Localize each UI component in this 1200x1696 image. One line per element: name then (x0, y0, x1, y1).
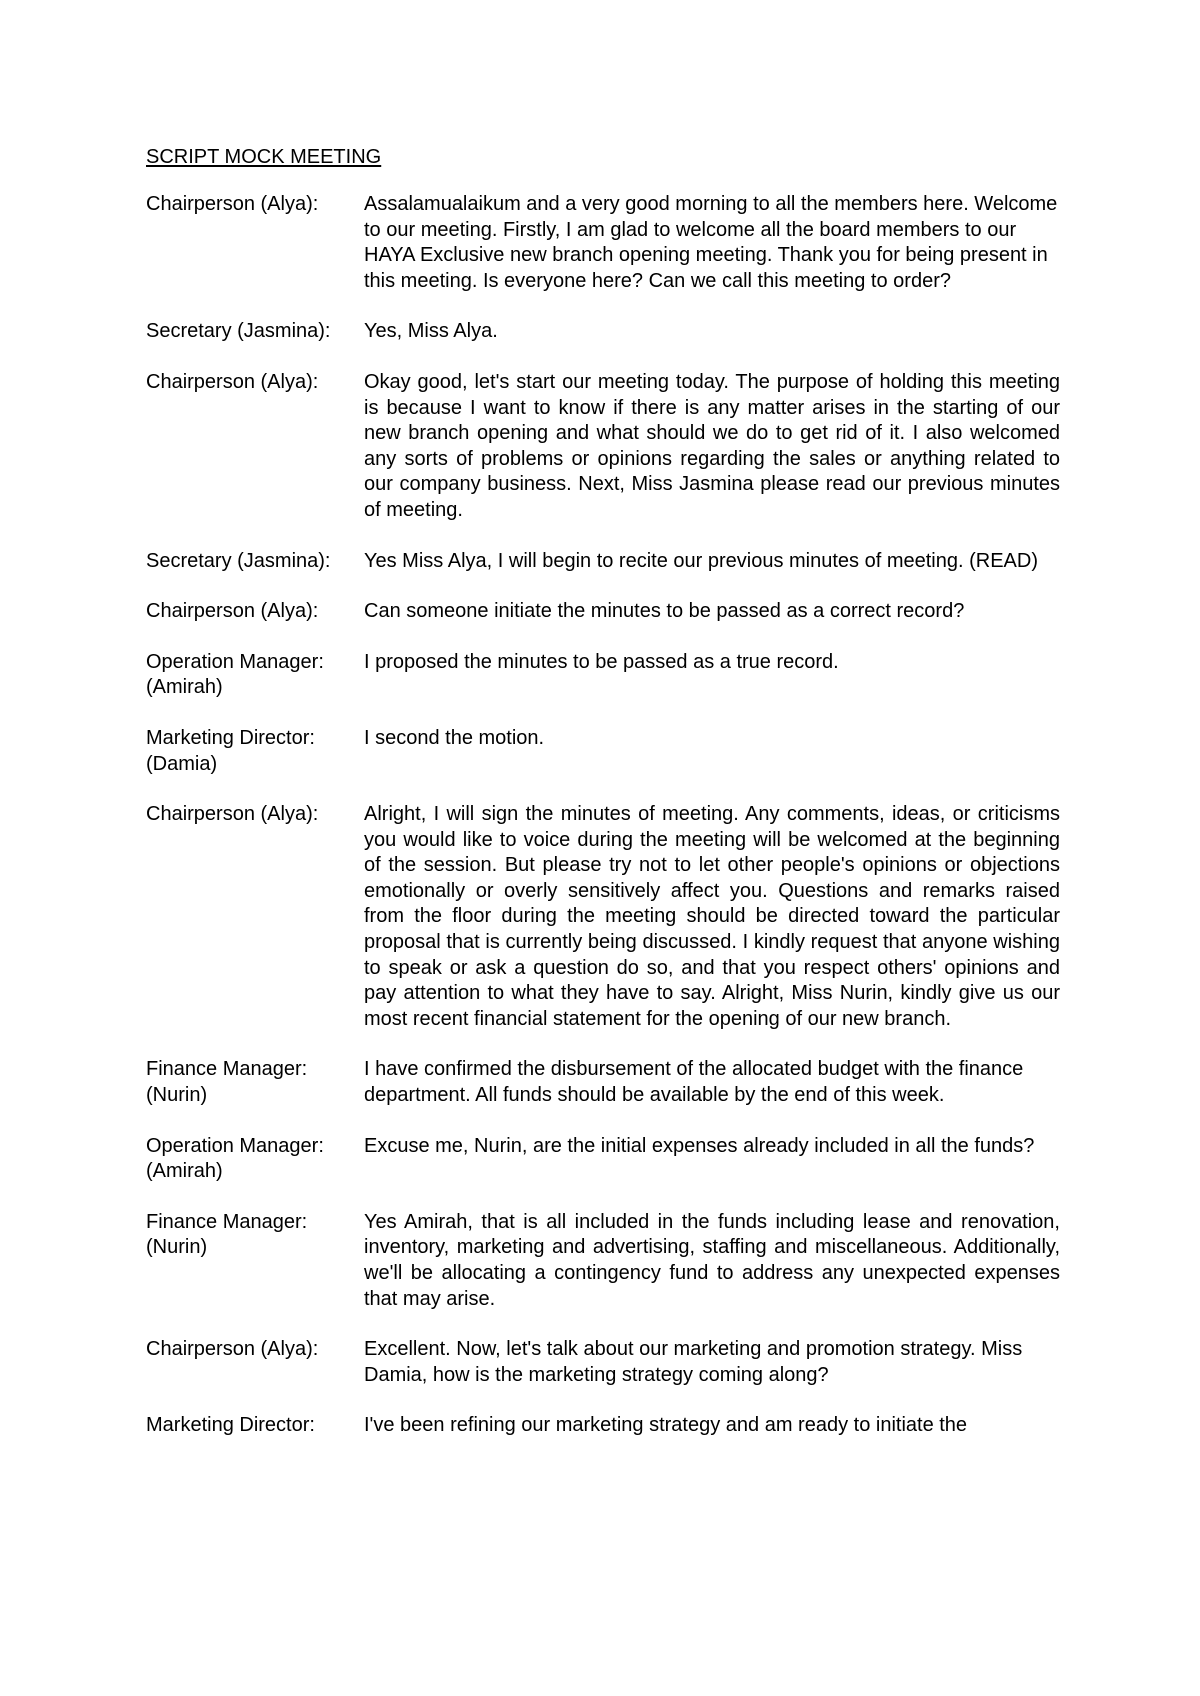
speech-text: I proposed the minutes to be passed as a true record. (364, 650, 839, 673)
speech-text: Can someone initiate the minutes to be passed as a correct record? (364, 600, 965, 623)
speech-text: I second the motion. (364, 726, 545, 749)
dialogue-entry-13 (146, 1413, 1060, 1439)
speech-text: Okay good, let's start our meeting today. The purpose of holding this meeting is because I want to know if there is any matter arises in the starting of our new branch opening and what should we do to get rid of it. I also welcomed any sorts of problems or opinions regarding the sales or anything related to our company business. Next, Miss Jasmina please read our previous minutes of meeting. (364, 370, 1060, 521)
dialogue-entry-5 (146, 599, 1060, 625)
speaker-label: Operation Manager: (Amirah) (146, 650, 324, 699)
dialogue-entry-10 (146, 1134, 1060, 1185)
dialogue-entry-11 (146, 1210, 1060, 1312)
dialogue-entry-2 (146, 319, 1060, 345)
speech-text: I've been refining our marketing strategy and am ready to initiate the (364, 1414, 968, 1437)
dialogue-entry-7 (146, 726, 1060, 777)
speaker-label: Marketing Director: (146, 1414, 315, 1437)
speech-text: Alright, I will sign the minutes of meeting. Any comments, ideas, or criticisms you would like to voice during the meeting will be welcomed at the beginning of the session. But please try not to let other people's opinions or objections emotionally or overly sensitively affect you. Questions and remarks raised from the floor during the meeting should be directed toward the particular proposal that is currently being discussed. I kindly request that anyone wishing to speak or ask a question do so, and that you respect others' opinions and pay attention to what they have to say. Alright, Miss Nurin, kindly give us our most recent financial statement for the opening of our new branch. (364, 803, 1060, 1030)
speaker-label: Secretary (Jasmina): (146, 549, 331, 572)
dialogue-entry-6 (146, 650, 1060, 701)
dialogue-entry-4 (146, 549, 1060, 575)
speaker-label: Finance Manager: (Nurin) (146, 1210, 308, 1259)
speaker-label: Chairperson (Alya): (146, 193, 319, 215)
speaker-label: Secretary (Jasmina): (146, 320, 331, 343)
dialogue-entry-9 (146, 1057, 1060, 1108)
speech-text: I have confirmed the disbursement of the allocated budget with the finance department. All funds should be available by the end of this week. (364, 1058, 1024, 1107)
speaker-label: Chairperson (Alya): (146, 600, 319, 623)
document-title: SCRIPT MOCK MEETING (146, 146, 382, 168)
dialogue-entry-3 (146, 370, 1060, 524)
speaker-label: Chairperson (Alya): (146, 803, 319, 826)
dialogue-entry-8 (146, 802, 1060, 1032)
dialogue-entry-12 (146, 1337, 1060, 1388)
speech-text: Excuse me, Nurin, are the initial expenses already included in all the funds? (364, 1134, 1035, 1157)
document-page (146, 144, 1060, 1464)
speaker-label: Chairperson (Alya): (146, 370, 319, 393)
speaker-label: Operation Manager: (Amirah) (146, 1134, 324, 1183)
speaker-label: Finance Manager: (Nurin) (146, 1058, 308, 1107)
speech-text: Excellent. Now, let's talk about our marketing and promotion strategy. Miss Damia, how is the marketing strategy coming along? (364, 1338, 1023, 1386)
dialogue-entry-1 (146, 192, 1060, 294)
speech-text: Yes Amirah, that is all included in the funds including lease and renovation, inventory, marketing and advertising, staffing and miscellaneous. Additionally, we'll be allocating a contingency fund to address any unexpected expenses that may arise. (364, 1210, 1060, 1310)
speaker-label: Chairperson (Alya): (146, 1338, 319, 1361)
speech-text: Assalamualaikum and a very good morning to all the members here. Welcome to our meeting. Firstly, I am glad to welcome all the board members to our HAYA Exclusive new branch opening meeting. Thank you for being present in this meeting. Is everyone here? Can we call this meeting to order? (364, 193, 1058, 292)
speech-text: Yes, Miss Alya. (364, 320, 498, 343)
speech-text: Yes Miss Alya, I will begin to recite our previous minutes of meeting. (READ) (364, 549, 1038, 572)
speaker-label: Marketing Director: (Damia) (146, 726, 315, 775)
